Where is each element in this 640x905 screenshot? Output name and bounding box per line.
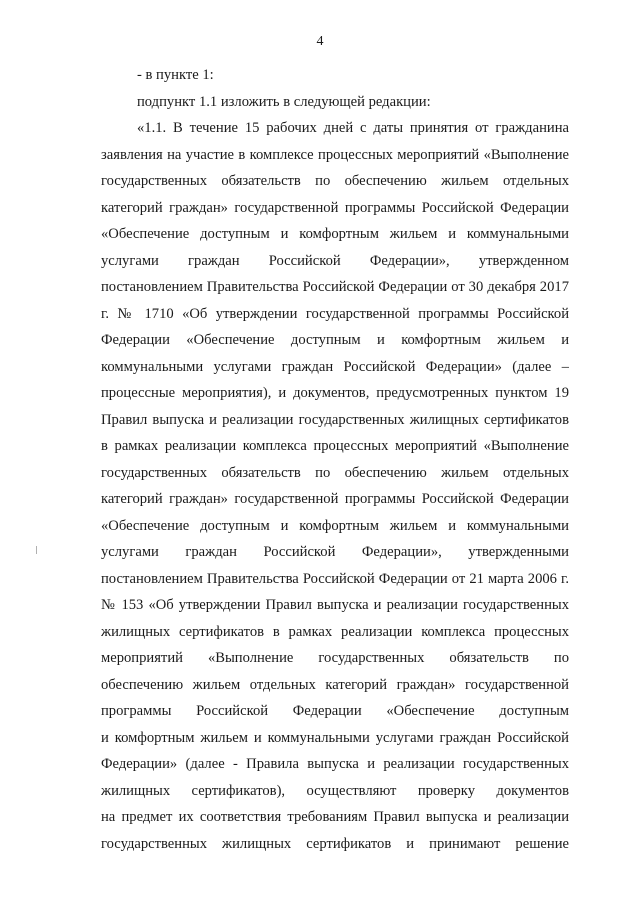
text-line: жилищных сертификатов), осуществляют проверку документов	[101, 782, 569, 799]
text-line: Федерации «Обеспечение доступным и комфортным жильем и	[101, 332, 569, 348]
text-line: программы Российской Федерации «Обеспечение доступным	[101, 703, 569, 719]
text-line: и комфортным жильем и коммунальными услугами граждан Российской	[101, 729, 569, 746]
text-line: № 153 «Об утверждении Правил выпуска и реализации государственных	[101, 597, 569, 613]
text-line: государственных обязательств по обеспечению жильем отдельных	[101, 464, 569, 481]
text-line: «1.1. В течение 15 рабочих дней с даты принятия от гражданина	[137, 120, 569, 136]
text-line: мероприятий «Выполнение государственных обязательств по	[101, 650, 569, 666]
text-line: постановлением Правительства Российской Федерации от 21 марта 2006 г.	[101, 570, 569, 587]
text-line: заявления на участие в комплексе процессных мероприятий «Выполнение	[101, 146, 569, 163]
text-line: «Обеспечение доступным и комфортным жильем и коммунальными	[101, 517, 569, 534]
text-line: - в пункте 1:	[137, 67, 214, 83]
text-line: услугами граждан Российской Федерации», утвержденными	[101, 544, 569, 560]
text-line: в рамках реализации комплекса процессных мероприятий «Выполнение	[101, 438, 569, 454]
text-line: процессные мероприятия), и документов, предусмотренных пунктом 19	[101, 385, 569, 401]
text-line: г. № 1710 «Об утверждении государственной программы Российской	[101, 305, 569, 322]
page-number: 4	[316, 34, 324, 49]
text-line: «Обеспечение доступным и комфортным жильем и коммунальными	[101, 226, 569, 242]
text-line: обеспечению жильем отдельных категорий граждан» государственной	[101, 676, 569, 693]
text-line: государственных обязательств по обеспечению жильем отдельных	[101, 173, 569, 189]
text-line: постановлением Правительства Российской Федерации от 30 декабря 2017	[101, 279, 569, 295]
text-line: государственных жилищных сертификатов и принимают решение	[101, 835, 569, 852]
margin-mark	[36, 546, 37, 554]
document-body	[101, 62, 569, 857]
text-line: коммунальными услугами граждан Российской Федерации» (далее –	[101, 358, 569, 375]
text-line: жилищных сертификатов в рамках реализации комплекса процессных	[101, 623, 569, 640]
text-line: на предмет их соответствия требованиям Правил выпуска и реализации	[101, 809, 569, 825]
text-line: подпункт 1.1 изложить в следующей редакции:	[137, 93, 431, 110]
text-line: Федерации» (далее - Правила выпуска и реализации государственных	[101, 756, 569, 772]
text-line: категорий граждан» государственной программы Российской Федерации	[101, 199, 569, 216]
text-line: Правил выпуска и реализации государственных жилищных сертификатов	[101, 411, 569, 428]
text-line: услугами граждан Российской Федерации», утвержденном	[101, 252, 569, 269]
text-line: категорий граждан» государственной программы Российской Федерации	[101, 491, 569, 507]
